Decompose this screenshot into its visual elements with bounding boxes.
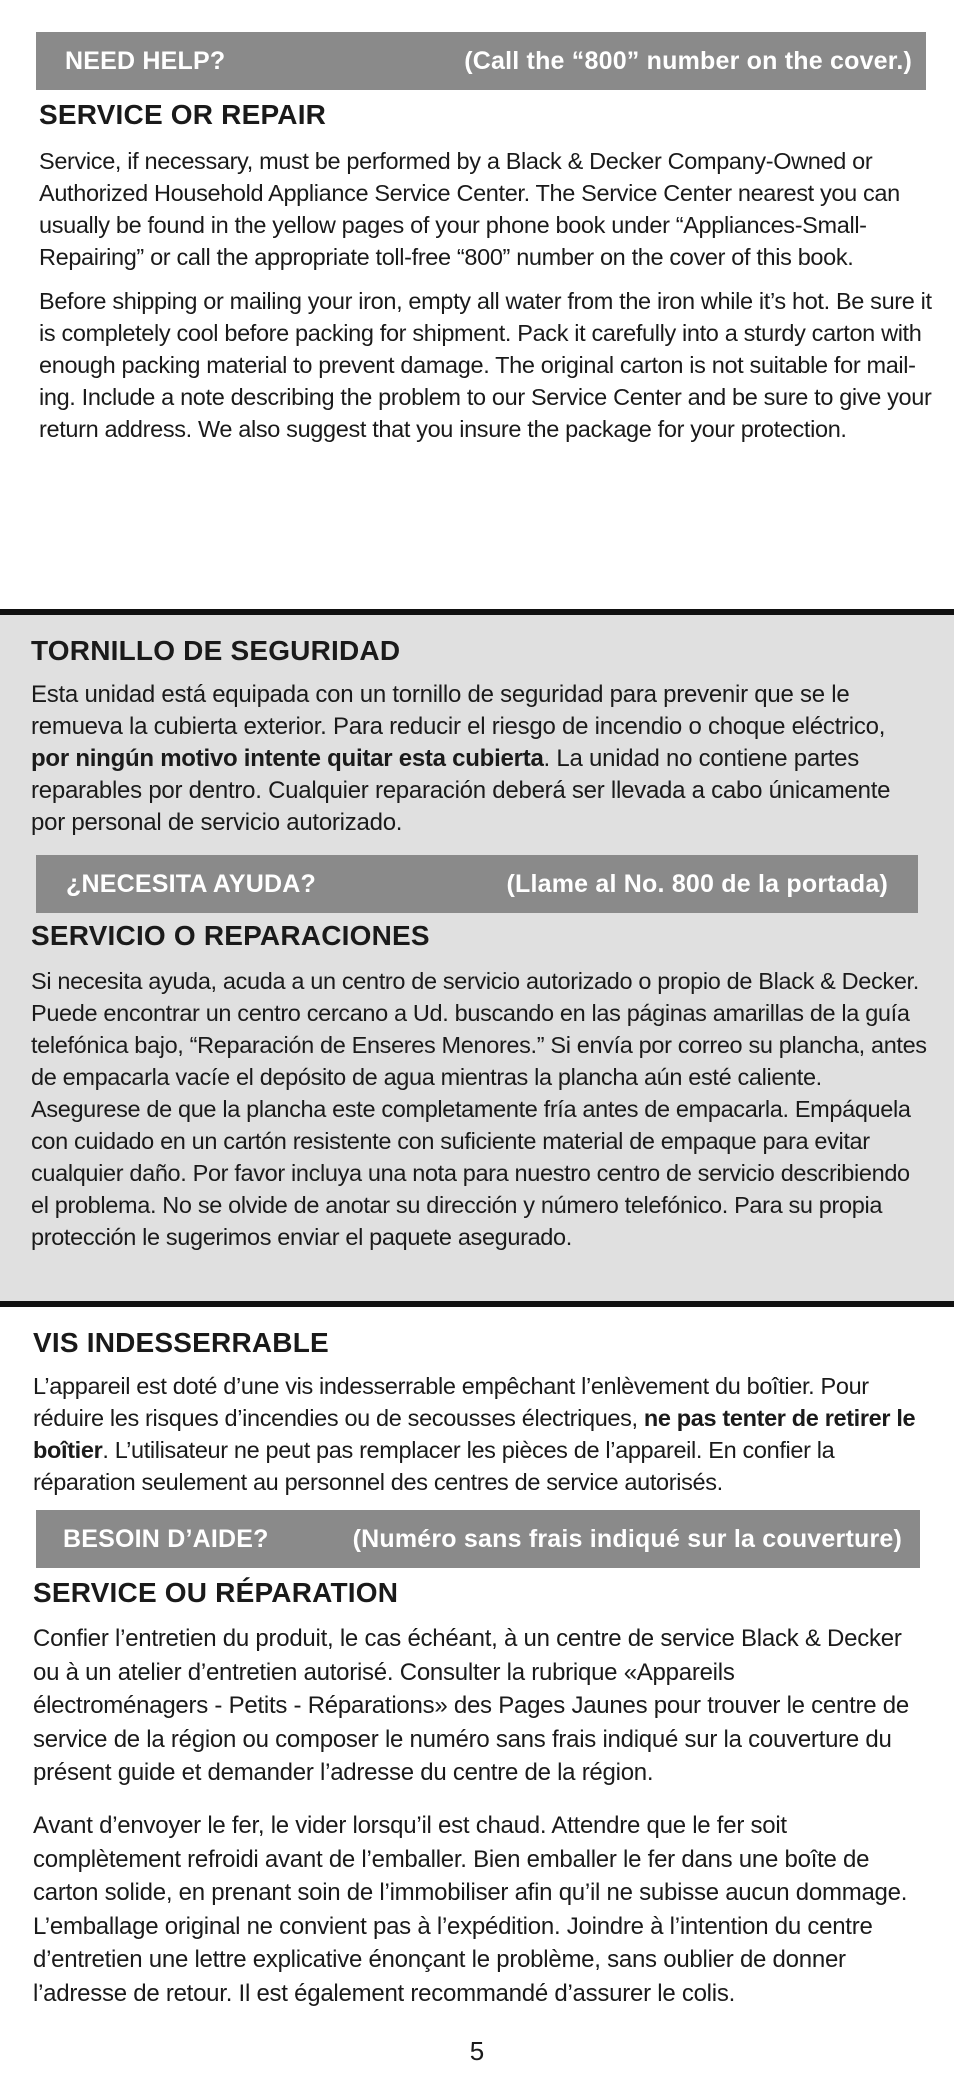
security-screw-paragraph-es <box>31 679 929 839</box>
service-paragraph-2: Before shipping or mailing your iron, empty all water from the iron while it’s hot. Be sure it is completely cool before packing for shipment. Pack it carefully into a sturdy carton with enough packing material to prevent damage. The original carton is not suitable for mail-ing. Include a note describing the problem to our Service Center and be sure to give your return address. We also suggest that you insure the package for your protection. <box>39 288 932 442</box>
need-help-label: NEED HELP? <box>65 46 226 75</box>
service-or-repair-heading: SERVICE OR REPAIR <box>39 99 327 130</box>
necesita-ayuda-phone-note: (Llame al No. 800 de la portada) <box>506 869 888 898</box>
security-screw-text-es-2: . La unidad no contiene partes reparables por dentro. Cualquier reparación deberá ser llevada a cabo únicamente por personal de servicio autorizado. <box>31 745 891 836</box>
necesita-ayuda-label: ¿NECESITA AYUDA? <box>66 869 316 898</box>
service-paragraph-fr-2: Avant d’envoyer le fer, le vider lorsqu’il est chaud. Attendre que le fer soit complètement refroidi avant de l’emballer. Bien emballer le fer dans une boîte de carton solide, en prenant soin de l’immobiliser afin qu’il ne subisse aucun dommage. L’emballage original ne convient pas à l’expédition. Joindre à l’intention du centre d’entretien une lettre explicative énonçant le problème, sans oublier de donner l’adresse de retour. Il est également recommandé d’assurer le colis. <box>33 1812 908 2007</box>
service-paragraph-fr-1: Confier l’entretien du produit, le cas échéant, à un centre de service Black & Decker ou à un atelier d’entretien autorisé. Consulter la rubrique «Appareils électroménagers - Petits - Réparations» des Pages Jaunes pour trouver le centre de service de la région ou composer le numéro sans frais indiqué sur la couverture du présent guide et demander l’adresse du centre de la région. <box>33 1625 909 1786</box>
need-help-bar <box>36 32 926 90</box>
security-screw-paragraph-fr <box>33 1370 931 1498</box>
besoin-daide-bar <box>36 1510 920 1568</box>
service-paragraph-1: Service, if necessary, must be performed by a Black & Decker Company-Owned or Authorized Household Appliance Service Center. The Service Center nearest you can usually be found in the yellow pages of your phone book under “Appliances-Small-Repairing” or call the appropriate toll-free “800” number on the cover of this book. <box>39 148 900 270</box>
security-screw-warning-es: por ningún motivo intente quitar esta cubierta <box>31 745 544 772</box>
besoin-daide-label: BESOIN D’AIDE? <box>63 1524 269 1553</box>
besoin-daide-phone-note: (Numéro sans frais indiqué sur la couverture) <box>352 1524 902 1553</box>
service-ou-reparation-heading: SERVICE OU RÉPARATION <box>33 1577 399 1608</box>
need-help-phone-note: (Call the “800” number on the cover.) <box>464 46 912 75</box>
security-screw-text-es-1: Esta unidad está equipada con un tornillo de seguridad para prevenir que se le remueva la cubierta exterior. Para reducir el riesgo de incendio o choque eléctrico, <box>31 681 886 740</box>
servicio-o-reparaciones-heading: SERVICIO O REPARACIONES <box>31 920 430 951</box>
security-screw-warning-fr: ne pas tenter de retirer le boîtier <box>33 1405 916 1463</box>
servicio-paragraph-es: Si necesita ayuda, acuda a un centro de servicio autorizado o propio de Black & Decker. Puede encontrar un centro cercano a Ud. buscando en las páginas amarillas de la guía telefónica bajo, “Reparación de Enseres Menores.” Si envía por correo su plancha, antes de empacarla vacíe el depósito de agua mientras la plancha aún esté caliente. Asegurese de que la plancha este completamente fría antes de empacarla. Empáquela con cuidado en un cartón resistente con suficiente material de empaque para evitar cualquier daño. Por favor incluya una nota para nuestro centro de servicio describiendo el problema. No se olvide de anotar su dirección y número telefónico. Para su propia protección le sugerimos enviar el paquete asegurado. <box>31 968 927 1250</box>
vis-indesserrable-heading: VIS INDESSERRABLE <box>33 1327 329 1358</box>
necesita-ayuda-bar <box>36 855 918 913</box>
security-screw-text-fr-1: L’appareil est doté d’une vis indesserrable empêchant l’enlèvement du boîtier. Pour réduire les risques d’incendies ou de secousses électriques, <box>33 1373 869 1431</box>
page-number: 5 <box>469 2036 485 2066</box>
tornillo-de-seguridad-heading: TORNILLO DE SEGURIDAD <box>31 635 401 666</box>
security-screw-text-fr-2: . L’utilisateur ne peut pas remplacer les pièces de l’appareil. En confier la réparation seulement au personnel des centres de service autorisés. <box>33 1437 835 1495</box>
